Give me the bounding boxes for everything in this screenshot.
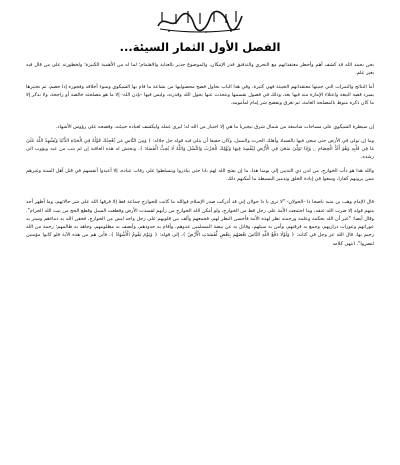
chapter-title: الفصل الأول الثمار السيئة... — [119, 40, 281, 54]
arabic-calligraphy-banner-icon — [154, 8, 246, 34]
paragraph-kharijite-way: والله هذا هو دأب الخوارج، من لدن ذي الثديين إلى يومنا هذا، ما إن يفتح الله لهم بابا حتى يبادروا ويتسلطوا على رقاب عباده، إلا أعيذوا أنفسهم في قتل أهل السنة وغيرهم ممن يرونهم كفارا، وسعوا في إبادة الخلق وتدمير البسيطة ما أمكنهم ذلك. — [26, 167, 374, 182]
header-banner — [26, 6, 374, 36]
paragraph-intro: نحن بحمد الله قد كشف أهم وأخطر معتقداتهم مع التحري والتدقيق قدر الإمكان، والموضوع جدير بالعناية والاهتمام؛ لما له من الأهمية الكبيرة؛ ولخطورته على من قال فيه بغير علم. — [26, 62, 374, 77]
paragraph-control: إن سيطرة الشيكوي على مساحات شاسعة من شمال شرق نيجيريا ما هي إلا اختبار من الله له؛ ليرى عمله وليكشف لعباده خبيئته، وفضحه على رؤوس الأشهاد. — [55, 124, 374, 131]
paragraph-wahb-quote: قال الإمام وهب بن منبه ناصحا ذا -الخولان- "لا ترى يا ذا خولان إني قد أدركت صدر الإسلام فوالله ما كانت للخوارج جماعة قط إلا فرقها الله على شر حالاتهم، وما أظهر أحد منهم قوله إلا ضرب الله عنقه، وما اجتمعت الأمة على رجل قط من الخوارج، ولو أمكن الله الخوارج من رأيهم لفسدت الأرض وقطعت السبل وقطع الحج من بيت الله الحرام". وقال أيضا: "غير أن الله يحكمه وعلمه ورحمته نظر لهذه الأمة فأحسن النظر لهم، فجمعهم وألف بين قلوبهم على رجل واحد ليس من الخوارج، فحقن الله به دماءهم وستر به عوراتهم وعورات ذراريهم، وجمع به فرقتهم، وأمن به سبلهم، وقاتل به عن بيضة المسلمين عدوهم، وأقام به حدودهم، وأنصف به مظلومهم، وجاهد به ظالمهم؛ رحمة من الله رحيم بها، قال الله عز وجل في كتابه: ﴿ وَلَوْلَا دَفْعُ اللَّهِ النَّاسَ بَعْضَهُم بِبَعْضٍ لَّفَسَدَتِ الْأَرْضُ ﴾، إلى قوله: ﴿ وَيَوْمَ يَقُومُ الْأَشْهَادُ ﴾، فأين هم من هذه الآية فلو كانوا مؤمنين لنصروا". انتهى كلامه — [26, 199, 374, 247]
paragraph-quran-verse: وما إن تولى في الأرض حتى سعى فيها بالفساد وأهلك الحرث والنسل، وكان حقيقا أن يتلى فيه قوله جل جلاله: ﴿ وَمِنَ النَّاسِ مَن يُعْجِبُكَ قَوْلُهُ فِي الْحَيَاةِ الدُّنْيَا وَيُشْهِدُ اللَّهَ عَلَىٰ مَا فِي قَلْبِهِ وَهُوَ أَلَدُّ الْخِصَامِ ۝ وَإِذَا تَوَلَّىٰ سَعَىٰ فِي الْأَرْضِ لِيُفْسِدَ فِيهَا وَيُهْلِكَ الْحَرْثَ وَالنَّسْلَ وَاللَّهُ لَا يُحِبُّ الْفَسَادَ ﴾، ونختش له هذه العاقبة إن لم يتب من عيه ويؤوب الى رشده. — [26, 137, 374, 161]
paragraph-fruits: أما النتائج والثمرات التي جنيتها معتقداتهم الخبيثة فهي كثيرة، وفي هذا الباب نحاول فضح محصوليها من بشاعة ما قام بها الشيكوي وسوء أخلاقه وفجوره إذا خصم، ثم نختبرها بسرد قصة البيعة واعتلاء الإمارة منه فيها بعد، وذلك في فصول نقسمها ونتحدث عنها بحول الله وقدرته، وليس فيها -بإذن الله- إلا ما هو مصلحته خالصة أو راجحة، ولا نذكر إلا ما كان ذكره منوط بالمصلحة العامة، ثم تغرق ونفضح شر إمام لمأمومه. — [26, 83, 374, 107]
